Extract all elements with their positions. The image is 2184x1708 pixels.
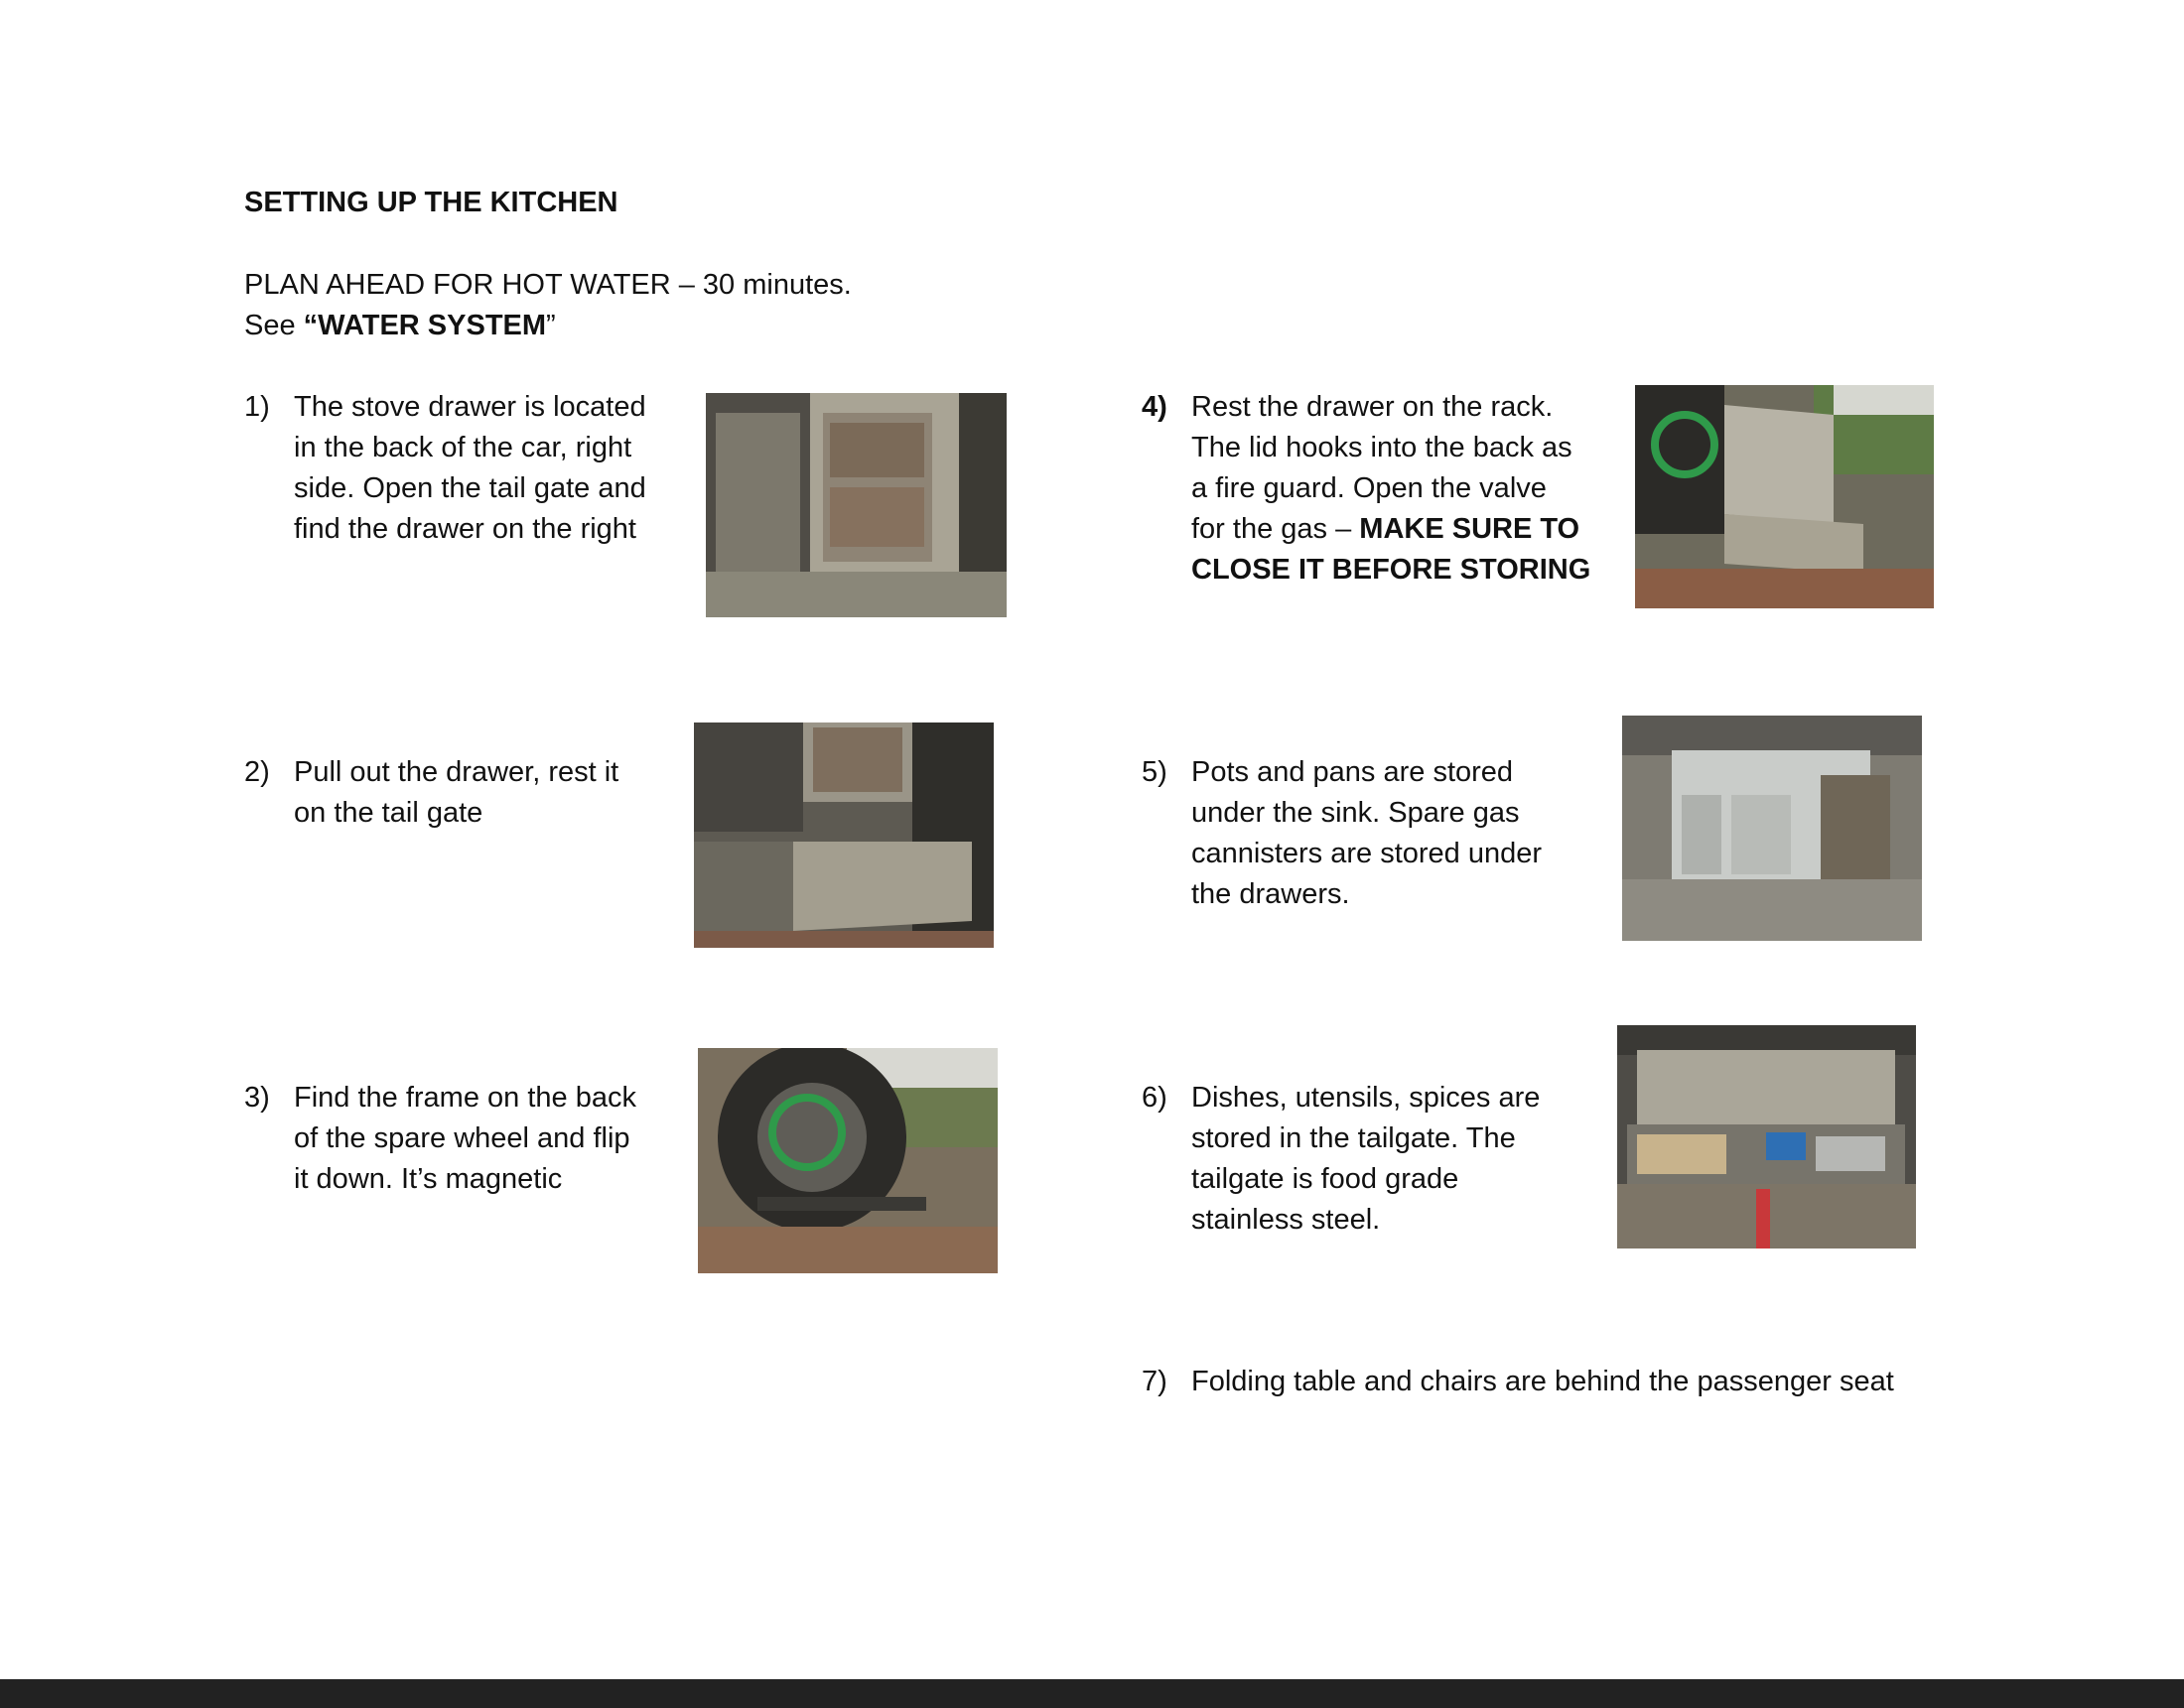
gas-warning: MAKE SURE TO — [1359, 513, 1580, 545]
stove-drawer-photo — [706, 393, 1007, 617]
tailgate-storage-photo — [1617, 1025, 1916, 1248]
step-text: Pull out the drawer, rest it on the tail gate — [294, 756, 619, 829]
intro-note — [244, 265, 852, 346]
bottom-bar — [0, 1679, 2184, 1708]
step-number: 1) — [244, 391, 270, 423]
step-text: Dishes, utensils, spices are stored in the tailgate. The tailgate is food grade stainless steel. — [1191, 1082, 1541, 1236]
drawer-on-tailgate-photo — [694, 723, 994, 948]
spare-wheel-frame-photo — [698, 1048, 998, 1273]
page-title: SETTING UP THE KITCHEN — [244, 187, 618, 218]
see-reference: See “WATER SYSTEM” — [244, 310, 556, 341]
gas-warning-continued: CLOSE IT BEFORE STORING — [1191, 554, 1591, 586]
step-text: Pots and pans are stored under the sink. Spare gas cannisters are stored under the drawers. — [1191, 756, 1543, 910]
step-number: 6) — [1142, 1082, 1167, 1114]
step-number: 3) — [244, 1082, 270, 1114]
step-text: Rest the drawer on the rack. The lid hooks into the back as a fire guard. Open the valve for the gas – MAKE SURE TO CLOSE IT BEFORE STORING — [1191, 391, 1591, 586]
step-text: Find the frame on the back of the spare wheel and flip it down. It’s magnetic — [294, 1082, 636, 1195]
step-text: Folding table and chairs are behind the passenger seat — [1191, 1366, 1894, 1397]
water-system-reference: “WATER SYSTEM — [303, 310, 547, 341]
step-number: 5) — [1142, 756, 1167, 788]
step-number: 7) — [1142, 1366, 1167, 1397]
step-number: 4) — [1142, 391, 1167, 423]
step-text: The stove drawer is located in the back of the car, right side. Open the tail gate and find the drawer on the right — [294, 391, 646, 545]
hot-water-note: PLAN AHEAD FOR HOT WATER – 30 minutes. — [244, 269, 852, 301]
step-number: 2) — [244, 756, 270, 788]
stove-on-rack-photo — [1635, 385, 1934, 608]
sink-storage-photo — [1622, 716, 1922, 941]
